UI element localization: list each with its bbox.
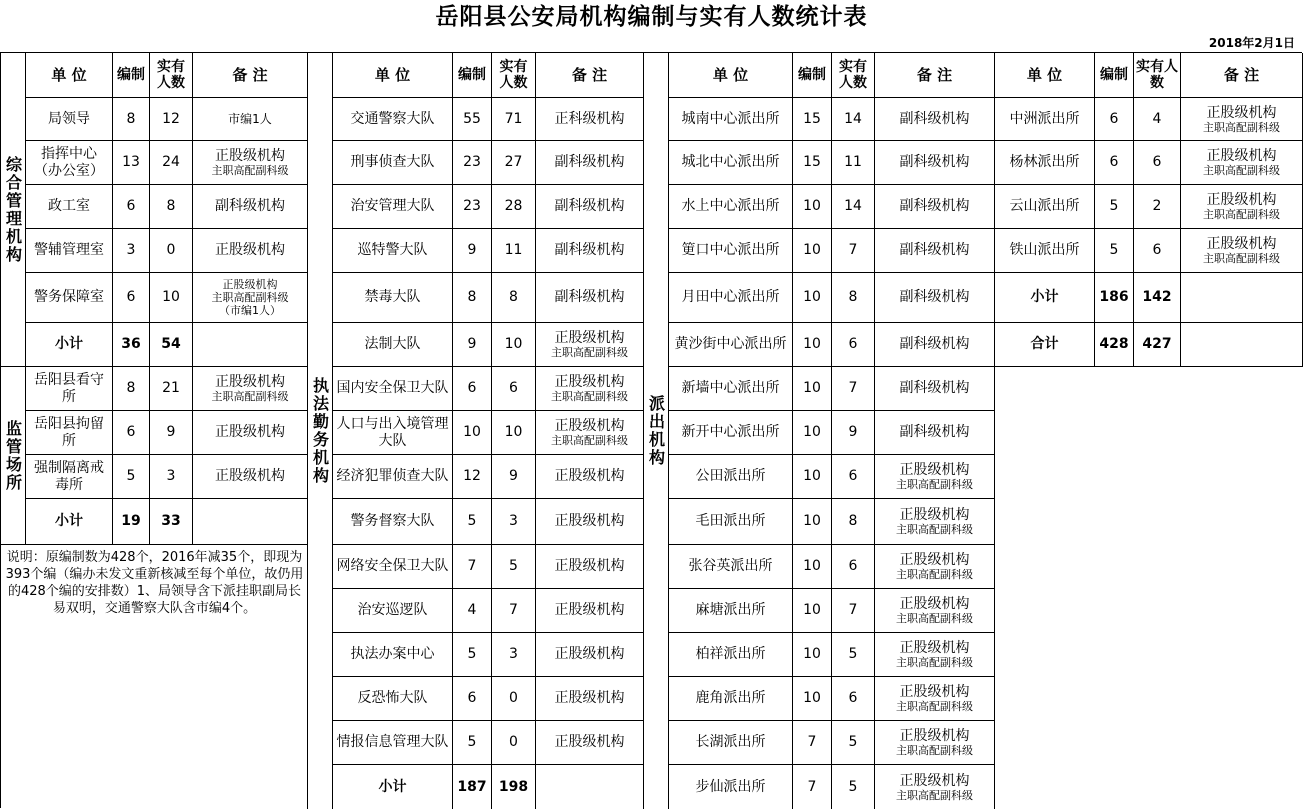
quota-value: 8 <box>113 367 150 411</box>
remark-line: 主职高配副科级 <box>551 346 628 359</box>
actual-value: 14 <box>832 98 875 141</box>
subtotal-remark <box>1181 273 1303 323</box>
section-label-zonghe: 综合管理机构 <box>1 53 26 367</box>
unit-name: 指挥中心（办公室） <box>26 141 113 185</box>
actual-value: 11 <box>832 141 875 185</box>
unit-name: 长湖派出所 <box>669 721 793 765</box>
actual-value: 3 <box>150 455 193 499</box>
remark-cell: 副科级机构 <box>875 367 995 411</box>
unit-name: 杨林派出所 <box>995 141 1095 185</box>
unit-name: 警辅管理室 <box>26 229 113 273</box>
remark-cell <box>1181 141 1303 185</box>
remark-line: 正股级机构 <box>222 278 278 291</box>
quota-value: 8 <box>453 273 492 323</box>
actual-value: 0 <box>492 721 536 765</box>
section-label-jianguan: 监管场所 <box>1 367 26 545</box>
actual-value: 12 <box>150 98 193 141</box>
remark-cell: 副科级机构 <box>875 141 995 185</box>
quota-value: 6 <box>1095 98 1134 141</box>
remark-cell <box>536 323 644 367</box>
unit-name: 巡特警大队 <box>333 229 453 273</box>
remark-cell: 正股级机构 <box>536 677 644 721</box>
remark-line: 正股级机构 <box>1206 104 1277 121</box>
remark-cell: 市编1人 <box>193 98 308 141</box>
subtotal-remark <box>193 323 308 367</box>
quota-value: 10 <box>793 455 832 499</box>
remark-line: 主职高配副科级 <box>1203 120 1280 134</box>
subtotal-quota: 428 <box>1095 323 1134 367</box>
unit-name: 交通警察大队 <box>333 98 453 141</box>
unit-name: 毛田派出所 <box>669 499 793 545</box>
remark-cell: 正股级机构 <box>536 455 644 499</box>
actual-value: 71 <box>492 98 536 141</box>
remark-cell <box>875 589 995 633</box>
quota-value: 9 <box>453 323 492 367</box>
remark-cell: 副科级机构 <box>536 185 644 229</box>
unit-name: 麻塘派出所 <box>669 589 793 633</box>
remark-cell <box>193 273 308 323</box>
unit-name: 治安管理大队 <box>333 185 453 229</box>
remark-line: 主职高配副科级 <box>211 291 289 304</box>
quota-value: 15 <box>793 141 832 185</box>
explanation-note: 说明：原编制数为428个，2016年减35个，即现为393个编（编办未发文重新核减至每个单位，故仍用的428个编的安排数）1、局领导含下派挂职副局长易双明，交通警察大队含市编4个。 <box>5 550 304 616</box>
statistics-table <box>0 52 1302 808</box>
subtotal-quota: 36 <box>113 323 150 367</box>
actual-value: 0 <box>492 677 536 721</box>
quota-value: 23 <box>453 141 492 185</box>
remark-line: 正股级机构 <box>1206 236 1277 252</box>
actual-value: 28 <box>492 185 536 229</box>
remark-cell <box>875 545 995 589</box>
actual-value: 6 <box>832 677 875 721</box>
header-remark: 备 注 <box>536 53 644 98</box>
column-divider <box>307 545 308 809</box>
quota-value: 8 <box>113 98 150 141</box>
header-quota: 编制 <box>113 53 150 98</box>
unit-name: 政工室 <box>26 185 113 229</box>
actual-value: 5 <box>832 765 875 809</box>
actual-value: 8 <box>832 499 875 545</box>
quota-value: 7 <box>793 721 832 765</box>
unit-name: 网络安全保卫大队 <box>333 545 453 589</box>
actual-value: 24 <box>150 141 193 185</box>
remark-cell <box>193 141 308 185</box>
actual-value: 6 <box>1134 229 1181 273</box>
quota-value: 6 <box>453 367 492 411</box>
actual-value: 11 <box>492 229 536 273</box>
remark-line: 主职高配副科级 <box>896 478 973 491</box>
actual-value: 27 <box>492 141 536 185</box>
quota-value: 15 <box>793 98 832 141</box>
quota-value: 6 <box>1095 141 1134 185</box>
subtotal-label: 小计 <box>995 273 1095 323</box>
remark-line: 正股级机构 <box>899 772 970 789</box>
remark-line: 正股级机构 <box>554 374 625 390</box>
unit-name: 局领导 <box>26 98 113 141</box>
unit-name: 云山派出所 <box>995 185 1095 229</box>
remark-line: 主职高配副科级 <box>211 390 289 403</box>
remark-line: 正股级机构 <box>899 728 970 744</box>
actual-value: 4 <box>1134 98 1181 141</box>
unit-name: 警务督察大队 <box>333 499 453 545</box>
remark-line: 主职高配副科级 <box>896 612 973 625</box>
remark-cell <box>875 455 995 499</box>
unit-name: 经济犯罪侦查大队 <box>333 455 453 499</box>
remark-cell: 副科级机构 <box>875 98 995 141</box>
subtotal-actual: 54 <box>150 323 193 367</box>
header-actual: 实有人数 <box>1134 53 1181 98</box>
actual-value: 3 <box>492 499 536 545</box>
actual-value: 6 <box>492 367 536 411</box>
actual-value: 6 <box>832 545 875 589</box>
header-actual: 实有人数 <box>832 53 875 98</box>
remark-cell <box>875 721 995 765</box>
remark-cell <box>193 367 308 411</box>
remark-cell: 副科级机构 <box>875 411 995 455</box>
quota-value: 4 <box>453 589 492 633</box>
remark-cell <box>536 367 644 411</box>
quota-value: 12 <box>453 455 492 499</box>
remark-line: 主职高配副科级 <box>896 788 973 802</box>
remark-line: 正股级机构 <box>899 640 970 656</box>
unit-name: 刑事侦查大队 <box>333 141 453 185</box>
remark-cell <box>875 633 995 677</box>
quota-value: 10 <box>793 185 832 229</box>
remark-cell <box>1181 229 1303 273</box>
remark-cell: 正股级机构 <box>536 589 644 633</box>
section-label-paichu: 派出机构 <box>644 53 669 809</box>
subtotal-remark <box>536 765 644 809</box>
page-title: 岳阳县公安局机构编制与实有人数统计表 <box>435 4 868 30</box>
quota-value: 3 <box>113 229 150 273</box>
remark-line: 正股级机构 <box>215 148 285 164</box>
header-actual: 实有人数 <box>150 53 193 98</box>
header-quota: 编制 <box>793 53 832 98</box>
report-date: 2018年2月1日 <box>1208 36 1295 50</box>
remark-cell: 正股级机构 <box>536 633 644 677</box>
remark-line: 主职高配副科级 <box>896 656 973 669</box>
remark-cell: 副科级机构 <box>536 141 644 185</box>
quota-value: 10 <box>793 545 832 589</box>
header-unit: 单 位 <box>995 53 1095 98</box>
quota-value: 6 <box>113 273 150 323</box>
header-unit: 单 位 <box>26 53 113 98</box>
remark-line: 正股级机构 <box>899 507 970 523</box>
remark-cell: 正股级机构 <box>193 229 308 273</box>
remark-line: 主职高配副科级 <box>551 390 628 403</box>
quota-value: 10 <box>793 367 832 411</box>
quota-value: 10 <box>793 229 832 273</box>
remark-line: 正股级机构 <box>1206 148 1277 164</box>
unit-name: 城南中心派出所 <box>669 98 793 141</box>
remark-cell: 正科级机构 <box>536 98 644 141</box>
actual-value: 5 <box>832 633 875 677</box>
header-remark: 备 注 <box>875 53 995 98</box>
unit-name: 筻口中心派出所 <box>669 229 793 273</box>
header-unit: 单 位 <box>669 53 793 98</box>
section-label-zhifa: 执法勤务机构 <box>308 53 333 809</box>
actual-value: 10 <box>492 323 536 367</box>
remark-cell: 正股级机构 <box>536 721 644 765</box>
actual-value: 6 <box>832 323 875 367</box>
actual-value: 6 <box>1134 141 1181 185</box>
remark-cell: 正股级机构 <box>536 499 644 545</box>
remark-cell: 副科级机构 <box>875 229 995 273</box>
actual-value: 7 <box>492 589 536 633</box>
unit-name: 中洲派出所 <box>995 98 1095 141</box>
quota-value: 9 <box>453 229 492 273</box>
unit-name: 城北中心派出所 <box>669 141 793 185</box>
actual-value: 5 <box>492 545 536 589</box>
unit-name: 水上中心派出所 <box>669 185 793 229</box>
quota-value: 7 <box>453 545 492 589</box>
quota-value: 10 <box>793 273 832 323</box>
unit-name: 新开中心派出所 <box>669 411 793 455</box>
header-actual: 实有人数 <box>492 53 536 98</box>
subtotal-remark <box>1181 323 1303 367</box>
actual-value: 7 <box>832 589 875 633</box>
quota-value: 10 <box>793 677 832 721</box>
remark-line: 正股级机构 <box>215 374 285 390</box>
actual-value: 9 <box>492 455 536 499</box>
unit-name: 岳阳县拘留所 <box>26 411 113 455</box>
unit-name: 情报信息管理大队 <box>333 721 453 765</box>
remark-cell: 正股级机构 <box>193 455 308 499</box>
remark-cell: 副科级机构 <box>536 273 644 323</box>
subtotal-actual: 198 <box>492 765 536 809</box>
quota-value: 13 <box>113 141 150 185</box>
header-remark: 备 注 <box>1181 53 1303 98</box>
unit-name: 步仙派出所 <box>669 765 793 809</box>
unit-name: 铁山派出所 <box>995 229 1095 273</box>
actual-value: 0 <box>150 229 193 273</box>
quota-value: 10 <box>793 499 832 545</box>
actual-value: 21 <box>150 367 193 411</box>
remark-line: 主职高配副科级 <box>896 700 973 713</box>
subtotal-label: 小计 <box>26 499 113 545</box>
remark-line: （市编1人） <box>219 304 281 317</box>
subtotal-label: 小计 <box>26 323 113 367</box>
unit-name: 月田中心派出所 <box>669 273 793 323</box>
actual-value: 9 <box>832 411 875 455</box>
remark-line: 主职高配副科级 <box>1203 208 1280 221</box>
unit-name: 新墙中心派出所 <box>669 367 793 411</box>
remark-cell: 正股级机构 <box>536 545 644 589</box>
remark-line: 正股级机构 <box>554 418 625 434</box>
remark-cell: 正股级机构 <box>193 411 308 455</box>
actual-value: 8 <box>832 273 875 323</box>
actual-value: 5 <box>832 721 875 765</box>
quota-value: 6 <box>453 677 492 721</box>
quota-value: 10 <box>453 411 492 455</box>
remark-line: 主职高配副科级 <box>1203 164 1280 177</box>
unit-name: 禁毒大队 <box>333 273 453 323</box>
actual-value: 8 <box>150 185 193 229</box>
remark-line: 正股级机构 <box>1206 192 1277 208</box>
quota-value: 6 <box>113 185 150 229</box>
actual-value: 10 <box>150 273 193 323</box>
remark-line: 主职高配副科级 <box>896 744 973 757</box>
unit-name: 黄沙街中心派出所 <box>669 323 793 367</box>
actual-value: 14 <box>832 185 875 229</box>
subtotal-label: 合计 <box>995 323 1095 367</box>
remark-line: 主职高配副科级 <box>211 164 289 177</box>
unit-name: 强制隔离戒毒所 <box>26 455 113 499</box>
unit-name: 反恐怖大队 <box>333 677 453 721</box>
quota-value: 10 <box>793 323 832 367</box>
remark-cell: 副科级机构 <box>875 323 995 367</box>
unit-name: 张谷英派出所 <box>669 545 793 589</box>
remark-cell <box>875 677 995 721</box>
remark-cell: 副科级机构 <box>875 185 995 229</box>
remark-cell <box>1181 98 1303 141</box>
remark-cell <box>536 411 644 455</box>
remark-line: 正股级机构 <box>899 462 970 478</box>
unit-name: 国内安全保卫大队 <box>333 367 453 411</box>
remark-line: 正股级机构 <box>899 684 970 700</box>
header-quota: 编制 <box>1095 53 1134 98</box>
header-unit: 单 位 <box>333 53 453 98</box>
unit-name: 警务保障室 <box>26 273 113 323</box>
subtotal-actual: 33 <box>150 499 193 545</box>
header-quota: 编制 <box>453 53 492 98</box>
header-remark: 备 注 <box>193 53 308 98</box>
remark-cell: 副科级机构 <box>875 273 995 323</box>
actual-value: 6 <box>832 455 875 499</box>
subtotal-quota: 186 <box>1095 273 1134 323</box>
actual-value: 3 <box>492 633 536 677</box>
subtotal-label: 小计 <box>333 765 453 809</box>
remark-cell: 副科级机构 <box>536 229 644 273</box>
unit-name: 柏祥派出所 <box>669 633 793 677</box>
remark-line: 主职高配副科级 <box>896 568 973 581</box>
remark-cell <box>875 499 995 545</box>
subtotal-remark <box>193 499 308 545</box>
unit-name: 岳阳县看守所 <box>26 367 113 411</box>
remark-line: 正股级机构 <box>899 552 970 568</box>
subtotal-actual: 427 <box>1134 323 1181 367</box>
actual-value: 7 <box>832 367 875 411</box>
remark-cell <box>875 765 995 809</box>
subtotal-actual: 142 <box>1134 273 1181 323</box>
remark-line: 正股级机构 <box>554 330 625 346</box>
unit-name: 执法办案中心 <box>333 633 453 677</box>
actual-value: 10 <box>492 411 536 455</box>
remark-cell: 副科级机构 <box>193 185 308 229</box>
quota-value: 5 <box>113 455 150 499</box>
unit-name: 人口与出入境管理大队 <box>333 411 453 455</box>
remark-line: 正股级机构 <box>899 596 970 612</box>
quota-value: 23 <box>453 185 492 229</box>
quota-value: 5 <box>1095 185 1134 229</box>
quota-value: 55 <box>453 98 492 141</box>
unit-name: 法制大队 <box>333 323 453 367</box>
subtotal-quota: 187 <box>453 765 492 809</box>
quota-value: 5 <box>453 721 492 765</box>
actual-value: 9 <box>150 411 193 455</box>
quota-value: 5 <box>453 499 492 545</box>
remark-line: 主职高配副科级 <box>1203 252 1280 265</box>
quota-value: 10 <box>793 589 832 633</box>
actual-value: 8 <box>492 273 536 323</box>
quota-value: 5 <box>453 633 492 677</box>
quota-value: 10 <box>793 411 832 455</box>
unit-name: 公田派出所 <box>669 455 793 499</box>
quota-value: 10 <box>793 633 832 677</box>
unit-name: 治安巡逻队 <box>333 589 453 633</box>
quota-value: 5 <box>1095 229 1134 273</box>
remark-line: 主职高配副科级 <box>551 434 628 447</box>
unit-name: 鹿角派出所 <box>669 677 793 721</box>
remark-line: 主职高配副科级 <box>896 523 973 536</box>
subtotal-quota: 19 <box>113 499 150 545</box>
actual-value: 7 <box>832 229 875 273</box>
quota-value: 7 <box>793 765 832 809</box>
remark-cell <box>1181 185 1303 229</box>
quota-value: 6 <box>113 411 150 455</box>
actual-value: 2 <box>1134 185 1181 229</box>
